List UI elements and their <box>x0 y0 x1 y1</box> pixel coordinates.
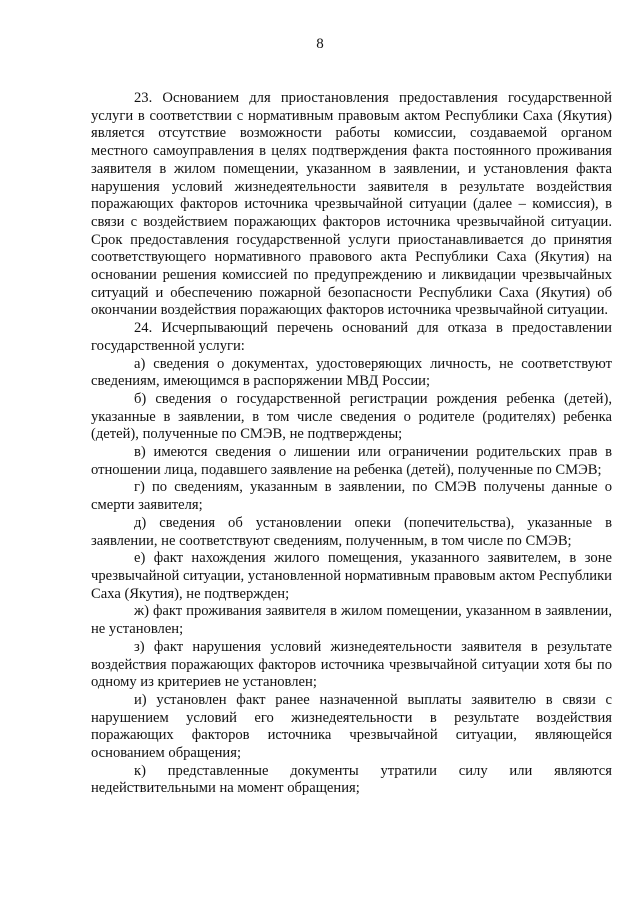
list-item-e: е) факт нахождения жилого помещения, указанного заявителем, в зоне чрезвычайной ситуации, установленной нормативным правовым актом Республики Саха (Якутия), не подтвержден; <box>91 550 612 602</box>
list-item-d: д) сведения об установлении опеки (попечительства), указанные в заявлении, не соответствуют сведениям, полученным, в том числе по СМЭВ; <box>91 514 612 549</box>
paragraph-24: 24. Исчерпывающий перечень оснований для отказа в предоставлении государственной услуги: <box>91 320 612 354</box>
page-number: 8 <box>316 36 324 52</box>
list-item-z: з) факт нарушения условий жизнедеятельности заявителя в результате воздействия поражающих факторов источника чрезвычайной ситуации хотя бы по одному из критериев не установлен; <box>91 638 612 691</box>
list-item-v: в) имеются сведения о лишении или ограничении родительских прав в отношении лица, подавшего заявление на ребенка (детей), полученные по СМЭВ; <box>91 444 612 478</box>
list-item-zh: ж) факт проживания заявителя в жилом помещении, указанном в заявлении, не установлен; <box>91 603 612 638</box>
paragraph-23: 23. Основанием для приостановления предоставления государственной услуги в соответствии с нормативным правовым актом Республики Саха (Якутия) является отсутствие возможности работы комиссии, создаваемой органом местного самоуправления в целях подтверждения факта постоянного проживания заявителя в жилом помещении, указанном в заявлении, и установления факта нарушения условий жизнедеятельности заявителя в результате воздействия поражающих факторов источника чрезвычайной ситуации (далее – комиссия), в связи с воздействием поражающих факторов источника чрезвычайной ситуации. Срок предоставления государственной услуги приостанавливается до принятия соответствующего нормативного правового акта Республики Саха (Якутия) на основании решения комиссией по предупреждению и ликвидации чрезвычайных ситуаций и обеспечению пожарной безопасности Республики Саха (Якутия) об окончании воздействия поражающих факторов источника чрезвычайной ситуации. <box>91 90 612 319</box>
list-item-g: г) по сведениям, указанным в заявлении, по СМЭВ получены данные о смерти заявителя; <box>91 479 612 514</box>
list-item-k: к) представленные документы утратили силу или являются недействительными на момент обращения; <box>91 762 612 797</box>
list-item-b: б) сведения о государственной регистрации рождения ребенка (детей), указанные в заявлении, в том числе сведения о родителе (родителях) ребенка (детей), полученные по СМЭВ, не подтверждены; <box>91 390 612 443</box>
list-item-a: а) сведения о документах, удостоверяющих личность, не соответствуют сведениям, имеющимся в распоряжении МВД России; <box>91 355 612 390</box>
list-item-i: и) установлен факт ранее назначенной выплаты заявителю в связи с нарушением условий его жизнедеятельности в результате воздействия поражающих факторов источника чрезвычайной ситуации, являющейся основанием обращения; <box>91 691 612 762</box>
document-body <box>91 90 612 798</box>
